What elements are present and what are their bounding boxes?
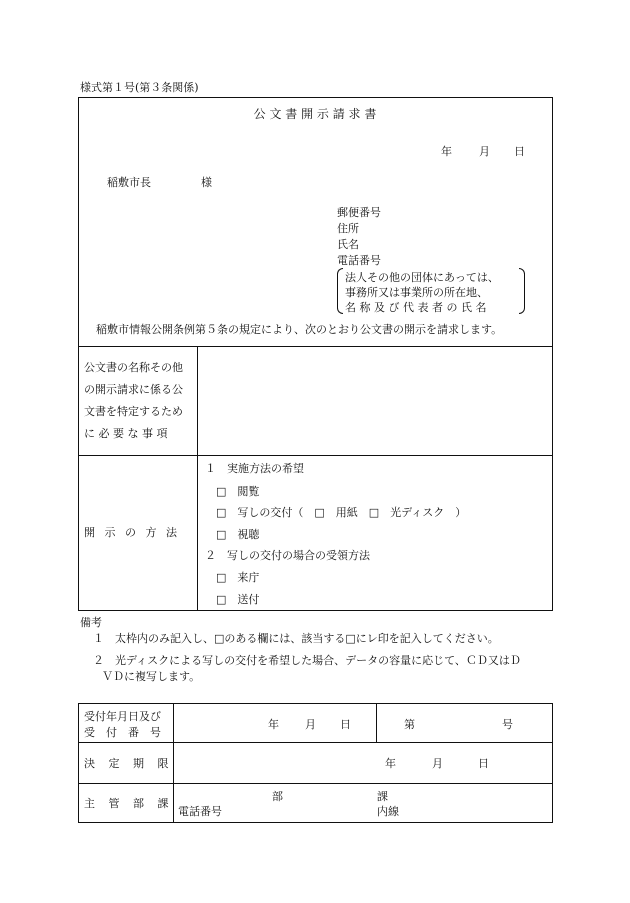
office-row2-year[interactable]: 年 — [385, 757, 396, 770]
note-line-3: 名 称 及 び 代 表 者 の 氏 名 — [345, 301, 487, 314]
applicant-name-label[interactable]: 氏名 — [337, 238, 359, 251]
office-row3-bu[interactable]: 部 — [272, 790, 283, 803]
sec1-input-area[interactable] — [199, 348, 551, 453]
office-row2-day[interactable]: 日 — [478, 757, 489, 770]
form-number: 様式第１号(第３条関係) — [80, 81, 199, 94]
addressee-name: 稲敷市長 — [107, 176, 151, 189]
applicant-postal-label[interactable]: 郵便番号 — [337, 206, 381, 219]
office-row1-label-line2: 受 付 番 号 — [84, 726, 161, 739]
remarks-item-1: １ 太枠内のみ記入し、□のある欄には、該当する□にレ印を記入してください。 — [93, 632, 499, 645]
applicant-phone-label[interactable]: 電話番号 — [337, 254, 381, 267]
sec1-label-line4: に 必 要 な 事 項 — [84, 427, 168, 440]
addressee-honorific: 様 — [201, 176, 212, 189]
sec1-label-line3: 文書を特定するため — [84, 405, 183, 418]
option-listen-checkbox[interactable]: □ 視聴 — [216, 528, 260, 541]
page-title: 公 文 書 開 示 請 求 書 — [253, 107, 377, 121]
divider-sec2-top — [79, 455, 552, 456]
office-row1-no-prefix[interactable]: 第 — [404, 718, 415, 731]
sec2-label: 開 示 の 方 法 — [84, 526, 180, 539]
office-row3-label: 主 管 部 課 — [84, 797, 174, 810]
office-row3-phone[interactable]: 電話番号 — [178, 805, 222, 818]
sec1-label-line2: の開示請求に係る公 — [84, 383, 183, 396]
note-bracket-right — [519, 268, 525, 314]
divider-sec1-top — [79, 346, 552, 347]
office-row1-day[interactable]: 日 — [340, 718, 351, 731]
office-row2-label: 決 定 期 限 — [84, 757, 174, 770]
option-visit-checkbox[interactable]: □ 来庁 — [216, 571, 260, 584]
date-year[interactable]: 年 — [441, 145, 452, 158]
office-row-divider-1 — [78, 742, 553, 743]
date-day[interactable]: 日 — [514, 145, 525, 158]
remarks-title: 備考 — [80, 616, 102, 629]
office-row1-year[interactable]: 年 — [268, 718, 279, 731]
applicant-address-label[interactable]: 住所 — [337, 222, 359, 235]
option-view-checkbox[interactable]: □ 閲覧 — [216, 485, 260, 498]
remarks-item-2-line2: ＶＤに複写します。 — [102, 670, 201, 683]
office-row1-month[interactable]: 月 — [305, 718, 316, 731]
office-row2-month[interactable]: 月 — [432, 757, 443, 770]
office-row1-label-line1: 受付年月日及び — [84, 710, 161, 723]
remarks-item-2-line1: ２ 光ディスクによる写しの交付を希望した場合、データの容量に応じて、ＣＤ又はＤ — [93, 654, 521, 667]
option-mail-checkbox[interactable]: □ 送付 — [216, 593, 260, 606]
office-row1-no-suffix[interactable]: 号 — [502, 718, 513, 731]
office-row-divider-2 — [78, 783, 553, 784]
date-month[interactable]: 月 — [479, 145, 490, 158]
divider-label-col — [197, 346, 198, 610]
note-bracket-left — [337, 268, 343, 314]
sec1-label-line1: 公文書の名称その他 — [84, 361, 183, 374]
office-col-divider-no — [376, 703, 377, 743]
note-line-1: 法人その他の団体にあっては、 — [345, 271, 499, 284]
sec2-heading1: １ 実施方法の希望 — [205, 462, 304, 475]
option-copy-checkbox[interactable]: □ 写しの交付（ □ 用紙 □ 光ディスク ） — [216, 506, 467, 519]
note-line-2: 事務所又は事業所の所在地、 — [345, 286, 488, 299]
sec2-heading2: ２ 写しの交付の場合の受領方法 — [205, 549, 370, 562]
office-row3-ext[interactable]: 内線 — [377, 805, 399, 818]
request-statement: 稲敷市情報公開条例第５条の規定により、次のとおり公文書の開示を請求します。 — [96, 323, 503, 336]
office-row3-ka[interactable]: 課 — [377, 790, 388, 803]
